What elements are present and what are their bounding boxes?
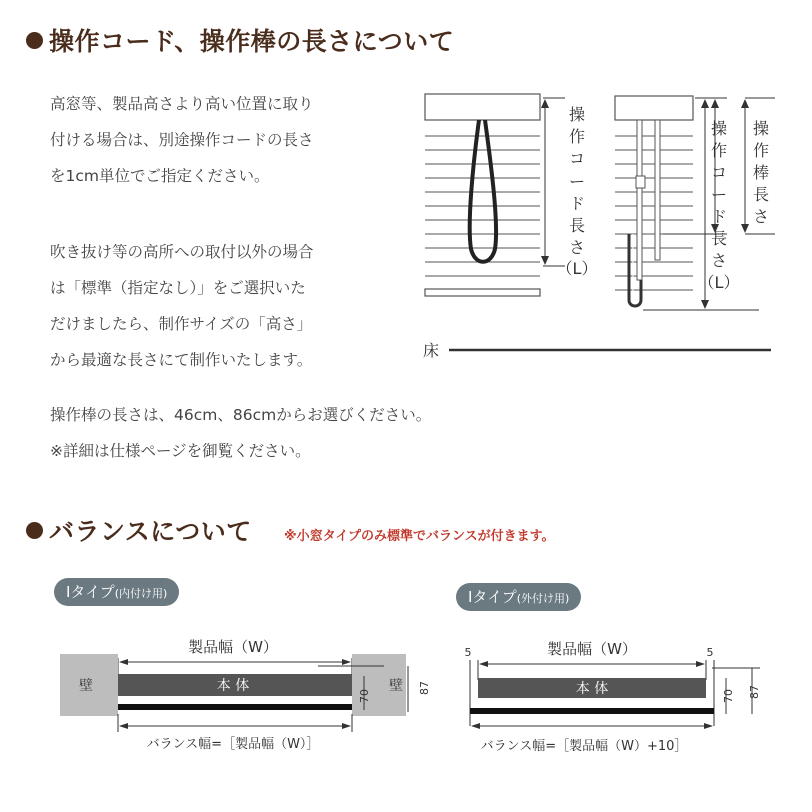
bullet-icon: [26, 32, 43, 49]
cord-length-label: [557, 105, 598, 278]
badge-sub: (外付け用): [516, 592, 570, 605]
valance-bar: [470, 708, 714, 714]
svg-text:ド: ド: [710, 207, 728, 226]
width-label: 製品幅（W）: [188, 638, 278, 656]
svg-text:棒: 棒: [752, 163, 770, 182]
text-line: 付ける場合は、別途操作コードの長さ: [50, 131, 314, 149]
dim-87: 87: [748, 685, 761, 699]
cord-length-diagram: [415, 84, 785, 374]
paragraph-standard: [50, 234, 314, 378]
paragraph-wand: [50, 397, 431, 469]
valance-note: ※小窓タイプのみ標準でバランスが付きます。: [284, 529, 555, 544]
badge-inside-mount: [54, 578, 179, 606]
valance-bar: [118, 704, 352, 710]
floor-label: 床: [423, 341, 440, 360]
svg-text:コ: コ: [710, 163, 728, 182]
svg-text:長: 長: [752, 185, 770, 204]
text-line: 操作棒の長さは、46cm、86cmからお選びください。: [50, 406, 432, 424]
dim-5-left: 5: [464, 646, 472, 659]
wall-label: 壁: [79, 678, 93, 694]
heading-text: バランスについて: [49, 517, 252, 546]
svg-text:長: 長: [568, 216, 586, 235]
paragraph-custom-cord: [50, 86, 314, 194]
bullet-icon: [26, 522, 43, 539]
svg-text:操: 操: [752, 119, 770, 138]
svg-text:操: 操: [568, 105, 586, 124]
dim-5-right: 5: [706, 646, 714, 659]
svg-text:作: 作: [568, 127, 586, 146]
text-line: は「標準（指定なし）」をご選択いた: [50, 279, 306, 297]
text-line: から最適な長さにて制作いたします。: [50, 351, 313, 369]
blind-wand-type: [615, 96, 693, 306]
svg-text:コ: コ: [568, 149, 586, 168]
svg-text:さ: さ: [752, 207, 770, 226]
text-line: だけましたら、制作サイズの「高さ」: [50, 315, 313, 333]
body-label: 本 体: [216, 678, 250, 694]
svg-text:さ: さ: [710, 251, 728, 270]
section-heading-valance: [26, 512, 252, 548]
badge-main: Iタイプ: [66, 583, 115, 601]
svg-text:作: 作: [710, 141, 728, 160]
svg-text:ド: ド: [568, 194, 586, 213]
cord-length-arrow: [541, 98, 565, 266]
svg-text:（L）: （L）: [698, 273, 740, 292]
text-line: ※詳細は仕様ページを御覧ください。: [50, 442, 311, 460]
badge-sub: (内付け用): [114, 587, 168, 600]
svg-text:ー: ー: [568, 172, 586, 191]
heading-text: 操作コード、操作棒の長さについて: [49, 27, 455, 56]
text-line: を1cm単位でご指定ください。: [50, 167, 270, 185]
wand-length-label: [753, 119, 769, 226]
body-label: 本 体: [575, 681, 609, 697]
svg-text:長: 長: [710, 229, 728, 248]
text-line: 吹き抜け等の高所への取付以外の場合: [50, 243, 314, 261]
section-heading-cord: [26, 22, 454, 58]
blind-cord-type: [425, 94, 540, 296]
dim-87: 87: [418, 681, 431, 695]
valance-width-label: バランス幅=［製品幅（W）］: [146, 737, 320, 752]
badge-main: Iタイプ: [468, 588, 517, 606]
svg-text:操: 操: [710, 119, 728, 138]
svg-text:ー: ー: [710, 185, 728, 204]
svg-text:さ: さ: [568, 238, 586, 257]
svg-text:作: 作: [752, 141, 770, 160]
svg-text:（L）: （L）: [556, 259, 598, 278]
wall-label: 壁: [389, 678, 403, 694]
valance-diagram-outside: [462, 630, 782, 760]
dim-70: 70: [358, 689, 371, 703]
valance-width-label: バランス幅=［製品幅（W）+10］: [480, 739, 688, 754]
width-label: 製品幅（W）: [547, 640, 637, 658]
valance-diagram-inside: [58, 630, 448, 760]
text-line: 高窓等、製品高さより高い位置に取り: [50, 95, 314, 113]
dim-70: 70: [722, 689, 735, 703]
badge-outside-mount: [456, 583, 581, 611]
